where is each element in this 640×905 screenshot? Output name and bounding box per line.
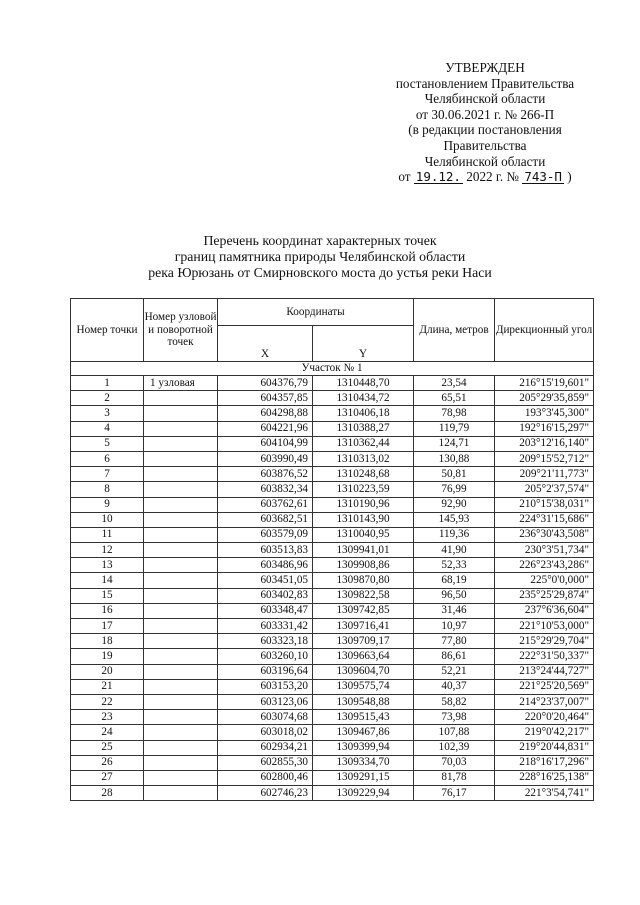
cell-node-type: [144, 603, 218, 618]
cell-length: 119,79: [414, 421, 495, 436]
cell-direction-angle: 193°3'45,300": [495, 406, 594, 421]
cell-y: 1309467,86: [313, 725, 414, 740]
cell-x: 603876,52: [218, 467, 313, 482]
cell-length: 52,21: [414, 664, 495, 679]
cell-y: 1310223,59: [313, 482, 414, 497]
approval-line: от 30.06.2021 г. № 266-П: [415, 106, 555, 122]
cell-node-type: [144, 786, 218, 801]
table-row: [71, 619, 594, 634]
cell-length: 86,61: [414, 649, 495, 664]
table-row: [71, 634, 594, 649]
cell-point-number: 21: [71, 679, 144, 694]
coordinates-table: [70, 298, 594, 801]
approval-line: Правительства: [443, 137, 527, 153]
cell-direction-angle: 228°16'25,138": [495, 770, 594, 785]
cell-point-number: 17: [71, 619, 144, 634]
cell-point-number: 5: [71, 436, 144, 451]
cell-node-type: [144, 619, 218, 634]
cell-direction-angle: 236°30'43,508": [495, 527, 594, 542]
cell-length: 50,81: [414, 467, 495, 482]
cell-direction-angle: 205°29'35,859": [495, 391, 594, 406]
cell-x: 603990,49: [218, 451, 313, 466]
table-row: [71, 451, 594, 466]
cell-point-number: 22: [71, 694, 144, 709]
cell-length: 65,51: [414, 391, 495, 406]
cell-direction-angle: 209°15'52,712": [495, 451, 594, 466]
cell-node-type: [144, 543, 218, 558]
header-x: X: [218, 326, 313, 362]
cell-node-type: [144, 391, 218, 406]
date-mid: 2022 г. №: [466, 169, 520, 185]
cell-y: 1310434,72: [313, 391, 414, 406]
heading-line: границ памятника природы Челябинской области: [174, 249, 466, 265]
cell-direction-angle: 220°0'20,464": [495, 710, 594, 725]
cell-y: 1309399,94: [313, 740, 414, 755]
cell-direction-angle: 225°0'0,000": [495, 573, 594, 588]
cell-y: 1309515,43: [313, 710, 414, 725]
cell-point-number: 27: [71, 770, 144, 785]
cell-y: 1309742,85: [313, 603, 414, 618]
cell-length: 76,99: [414, 482, 495, 497]
table-row: [71, 497, 594, 512]
cell-node-type: [144, 694, 218, 709]
cell-y: 1309291,15: [313, 770, 414, 785]
cell-direction-angle: 221°3'54,741": [495, 786, 594, 801]
cell-x: 603486,96: [218, 558, 313, 573]
cell-x: 602855,30: [218, 755, 313, 770]
cell-direction-angle: 216°15'19,601": [495, 376, 594, 391]
cell-x: 604376,79: [218, 376, 313, 391]
cell-direction-angle: 219°0'42,217": [495, 725, 594, 740]
document-heading: [60, 233, 580, 282]
cell-node-type: [144, 634, 218, 649]
approval-stamp: [380, 60, 590, 185]
cell-direction-angle: 224°31'15,686": [495, 512, 594, 527]
cell-x: 603513,83: [218, 543, 313, 558]
cell-direction-angle: 192°16'15,297": [495, 421, 594, 436]
cell-point-number: 11: [71, 527, 144, 542]
amendment-date-line: [380, 169, 590, 185]
cell-x: 603451,05: [218, 573, 313, 588]
cell-point-number: 7: [71, 467, 144, 482]
cell-length: 73,98: [414, 710, 495, 725]
header-point-number: Номер точки: [71, 299, 144, 362]
cell-y: 1310040,95: [313, 527, 414, 542]
cell-node-type: [144, 740, 218, 755]
cell-y: 1309709,17: [313, 634, 414, 649]
cell-node-type: [144, 573, 218, 588]
cell-y: 1310362,44: [313, 436, 414, 451]
cell-node-type: [144, 451, 218, 466]
cell-node-type: [144, 725, 218, 740]
cell-length: 107,88: [414, 725, 495, 740]
cell-node-type: [144, 467, 218, 482]
table-row: [71, 421, 594, 436]
cell-direction-angle: 215°29'29,704": [495, 634, 594, 649]
cell-node-type: [144, 497, 218, 512]
cell-node-type: [144, 558, 218, 573]
cell-point-number: 14: [71, 573, 144, 588]
cell-direction-angle: 226°23'43,286": [495, 558, 594, 573]
table-row: [71, 391, 594, 406]
header-node-number: Номер узловой и поворотной точек: [144, 299, 218, 362]
section-row: Участок № 1: [71, 362, 594, 376]
cell-length: 76,17: [414, 786, 495, 801]
cell-direction-angle: 222°31'50,337": [495, 649, 594, 664]
cell-x: 603153,20: [218, 679, 313, 694]
cell-length: 40,37: [414, 679, 495, 694]
cell-point-number: 20: [71, 664, 144, 679]
table-row: [71, 467, 594, 482]
table-row: [71, 710, 594, 725]
heading-line: Перечень координат характерных точек: [203, 233, 437, 248]
cell-y: 1309334,70: [313, 755, 414, 770]
cell-y: 1310313,02: [313, 451, 414, 466]
cell-length: 52,33: [414, 558, 495, 573]
cell-y: 1310406,18: [313, 406, 414, 421]
approval-title: УТВЕРЖДЕН: [445, 60, 525, 75]
table-row: [71, 603, 594, 618]
cell-length: 96,50: [414, 588, 495, 603]
cell-length: 102,39: [414, 740, 495, 755]
date-suffix: ): [567, 169, 572, 185]
table-row: [71, 679, 594, 694]
cell-y: 1309663,64: [313, 649, 414, 664]
cell-y: 1309716,41: [313, 619, 414, 634]
cell-direction-angle: 221°25'20,569": [495, 679, 594, 694]
cell-x: 604298,88: [218, 406, 313, 421]
cell-y: 1309870,80: [313, 573, 414, 588]
cell-point-number: 15: [71, 588, 144, 603]
cell-length: 70,03: [414, 755, 495, 770]
cell-length: 58,82: [414, 694, 495, 709]
cell-direction-angle: 221°10'53,000": [495, 619, 594, 634]
heading-line: река Юрюзань от Смирновского моста до устья реки Наси: [148, 265, 492, 281]
table-row: [71, 725, 594, 740]
cell-length: 119,36: [414, 527, 495, 542]
table-row: [71, 770, 594, 785]
table-row: [71, 573, 594, 588]
date-prefix: от: [398, 169, 411, 185]
cell-direction-angle: 214°23'37,007": [495, 694, 594, 709]
cell-x: 603579,09: [218, 527, 313, 542]
table-row: [71, 376, 594, 391]
cell-x: 603402,83: [218, 588, 313, 603]
cell-x: 603682,51: [218, 512, 313, 527]
cell-point-number: 8: [71, 482, 144, 497]
table-row: [71, 558, 594, 573]
cell-node-type: [144, 512, 218, 527]
cell-x: 602746,23: [218, 786, 313, 801]
cell-length: 77,80: [414, 634, 495, 649]
cell-length: 41,90: [414, 543, 495, 558]
cell-node-type: [144, 436, 218, 451]
table-row: [71, 664, 594, 679]
header-length: Длина, метров: [414, 299, 495, 362]
cell-direction-angle: 213°24'44,727": [495, 664, 594, 679]
cell-node-type: [144, 649, 218, 664]
cell-y: 1310143,90: [313, 512, 414, 527]
cell-direction-angle: 237°6'36,604": [495, 603, 594, 618]
cell-x: 604357,85: [218, 391, 313, 406]
table-row: [71, 740, 594, 755]
cell-direction-angle: 210°15'38,031": [495, 497, 594, 512]
cell-node-type: [144, 588, 218, 603]
cell-length: 68,19: [414, 573, 495, 588]
cell-node-type: [144, 527, 218, 542]
cell-point-number: 28: [71, 786, 144, 801]
cell-x: 603018,02: [218, 725, 313, 740]
cell-x: 603196,64: [218, 664, 313, 679]
cell-point-number: 18: [71, 634, 144, 649]
cell-node-type: [144, 421, 218, 436]
cell-direction-angle: 218°16'17,296": [495, 755, 594, 770]
cell-y: 1309548,88: [313, 694, 414, 709]
table-row: [71, 406, 594, 421]
table-row: [71, 786, 594, 801]
cell-direction-angle: 235°25'29,874": [495, 588, 594, 603]
cell-node-type: [144, 664, 218, 679]
cell-y: 1309908,86: [313, 558, 414, 573]
cell-point-number: 4: [71, 421, 144, 436]
cell-node-type: 1 узловая: [144, 376, 218, 391]
table-row: [71, 755, 594, 770]
handwritten-number: 743-П: [524, 169, 562, 185]
cell-y: 1310190,96: [313, 497, 414, 512]
approval-line: (в редакции постановления: [408, 122, 562, 138]
cell-point-number: 3: [71, 406, 144, 421]
cell-x: 603348,47: [218, 603, 313, 618]
cell-node-type: [144, 406, 218, 421]
cell-y: 1310448,70: [313, 376, 414, 391]
table-row: [71, 694, 594, 709]
cell-node-type: [144, 679, 218, 694]
cell-x: 603762,61: [218, 497, 313, 512]
cell-y: 1309941,01: [313, 543, 414, 558]
cell-length: 81,78: [414, 770, 495, 785]
cell-y: 1309822,58: [313, 588, 414, 603]
cell-point-number: 2: [71, 391, 144, 406]
cell-x: 602800,46: [218, 770, 313, 785]
cell-node-type: [144, 710, 218, 725]
cell-direction-angle: 205°2'37,574": [495, 482, 594, 497]
cell-x: 603832,34: [218, 482, 313, 497]
approval-line: Челябинской области: [424, 91, 546, 107]
cell-direction-angle: 203°12'16,140": [495, 436, 594, 451]
cell-point-number: 9: [71, 497, 144, 512]
cell-point-number: 1: [71, 376, 144, 391]
cell-point-number: 25: [71, 740, 144, 755]
cell-direction-angle: 209°21'11,773": [495, 467, 594, 482]
cell-point-number: 19: [71, 649, 144, 664]
cell-node-type: [144, 755, 218, 770]
header-coordinates: Координаты: [218, 299, 414, 326]
table-row: [71, 588, 594, 603]
cell-point-number: 10: [71, 512, 144, 527]
cell-y: 1309575,74: [313, 679, 414, 694]
cell-point-number: 26: [71, 755, 144, 770]
cell-y: 1309604,70: [313, 664, 414, 679]
cell-length: 78,98: [414, 406, 495, 421]
cell-x: 603074,68: [218, 710, 313, 725]
cell-x: 603260,10: [218, 649, 313, 664]
cell-direction-angle: 219°20'44,831": [495, 740, 594, 755]
cell-node-type: [144, 770, 218, 785]
cell-length: 145,93: [414, 512, 495, 527]
cell-point-number: 16: [71, 603, 144, 618]
cell-length: 10,97: [414, 619, 495, 634]
cell-x: 602934,21: [218, 740, 313, 755]
cell-y: 1310248,68: [313, 467, 414, 482]
cell-point-number: 6: [71, 451, 144, 466]
cell-x: 603331,42: [218, 619, 313, 634]
cell-node-type: [144, 482, 218, 497]
cell-direction-angle: 230°3'51,734": [495, 543, 594, 558]
table-row: [71, 649, 594, 664]
cell-x: 603323,18: [218, 634, 313, 649]
cell-y: 1309229,94: [313, 786, 414, 801]
cell-length: 124,71: [414, 436, 495, 451]
cell-length: 130,88: [414, 451, 495, 466]
table-row: [71, 482, 594, 497]
cell-length: 23,54: [414, 376, 495, 391]
cell-point-number: 23: [71, 710, 144, 725]
handwritten-date: 19.12.: [415, 169, 461, 185]
table-row: [71, 527, 594, 542]
cell-x: 604104,99: [218, 436, 313, 451]
cell-x: 604221,96: [218, 421, 313, 436]
header-y: Y: [313, 326, 414, 362]
table-row: [71, 512, 594, 527]
approval-line: постановлением Правительства: [395, 75, 575, 91]
cell-length: 92,90: [414, 497, 495, 512]
table-row: [71, 436, 594, 451]
cell-length: 31,46: [414, 603, 495, 618]
header-direction-angle: Дирекционный угол: [495, 299, 594, 362]
cell-point-number: 24: [71, 725, 144, 740]
cell-point-number: 12: [71, 543, 144, 558]
table-row: [71, 543, 594, 558]
approval-line: Челябинской области: [424, 153, 546, 169]
cell-y: 1310388,27: [313, 421, 414, 436]
cell-x: 603123,06: [218, 694, 313, 709]
cell-point-number: 13: [71, 558, 144, 573]
